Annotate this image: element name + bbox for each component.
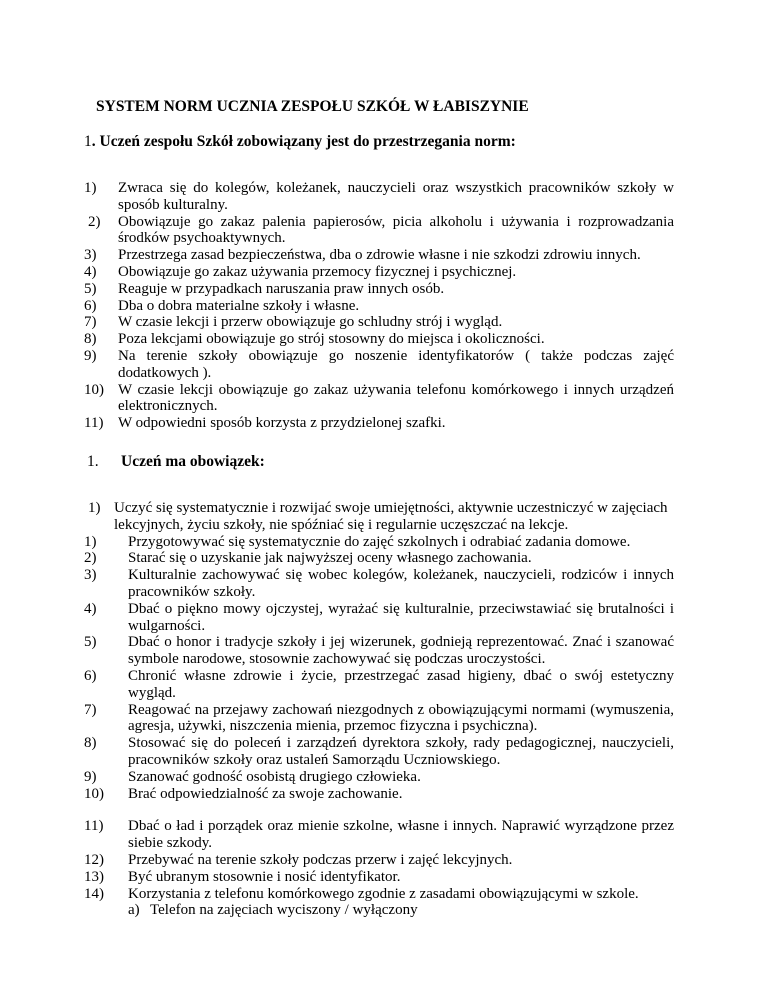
item-number: 8) [84,331,97,348]
item-text: W czasie lekcji i przerw obowiązuje go schludny strój i wygląd. [118,314,503,331]
list-item [84,886,674,920]
item-text: Reaguje w przypadkach naruszania praw innych osób. [118,280,445,297]
list-item [84,298,674,315]
item-number: 7) [84,701,97,718]
list-item [84,786,674,803]
item-number: 4) [84,600,97,617]
item-number: 1) [88,500,101,516]
item-number: 3) [84,567,97,584]
item-text: Kulturalnie zachowywać się wobec kolegów, koleżanek, nauczycieli, rodziców i innych pracowników szkoły. [128,567,674,600]
item-number: 1) [84,180,97,196]
item-number: 10) [84,381,104,398]
item-text: Poza lekcjami obowiązuje go strój stosowny do miejsca i okoliczności. [118,331,545,348]
item-text: Chronić własne zdrowie i życie, przestrzegać zasad higieny, dbać o swój estetyczny wygląd. [128,667,674,701]
item-number: 5) [84,280,97,297]
section-2-heading [87,453,265,471]
item-number: 2) [84,550,97,567]
item-text: Przygotowywać się systematycznie do zajęć szkolnych i odrabiać zadania domowe. [128,533,631,550]
item-text: Być ubranym stosownie i nosić identyfikator. [128,868,401,885]
list-item [84,534,674,551]
section-2-number: 1. [87,453,99,470]
list-item [84,852,674,869]
item-number: 14) [84,885,104,902]
item-text: Dbać o ład i porządek oraz mienie szkolne, własne i innych. Naprawić wyrządzone przez siebie szkody. [128,818,674,852]
item-number: 6) [84,667,97,684]
section-1-heading-text: . Uczeń zespołu Szkół zobowiązany jest do przestrzegania norm: [91,133,516,150]
section-1-heading [84,133,516,151]
section-2-heading-text: Uczeń ma obowiązek: [121,453,265,470]
item-number: 1) [84,533,97,550]
list-item [84,668,674,702]
list-item [84,500,674,534]
section-1-number: 1 [84,133,92,150]
item-text: Obowiązuje go zakaz używania przemocy fizycznej i psychicznej. [118,263,517,280]
list-item [84,567,674,601]
list-item [84,550,674,567]
item-text: Na terenie szkoły obowiązuje go noszenie identyfikatorów ( także podczas zajęć dodatkowych ). [118,347,674,381]
list-item [84,281,674,298]
item-text: W czasie lekcji obowiązuje go zakaz używania telefonu komórkowego i innych urządzeń elektronicznych. [118,381,674,415]
list-item [84,214,674,248]
item-number: 11) [84,415,104,432]
item-number: 2) [88,213,101,230]
item-number: 9) [84,768,97,785]
sub-item-text: Telefon na zajęciach wyciszony / wyłączony [150,902,418,919]
item-text: Uczyć się systematycznie i rozwijać swoje umiejętności, aktywnie uczestniczyć w zajęciach lekcyjnych, życiu szkoły, nie spóźniać się i regularnie uczęszczać na lekcje. [114,500,668,533]
document-title: SYSTEM NORM UCZNIA ZESPOŁU SZKÓŁ W ŁABISZYNIE [96,98,529,115]
list-item [84,601,674,635]
item-text: Dbać o piękno mowy ojczystej, wyrażać się kulturalnie, przeciwstawiać się brutalności i wulgarności. [128,600,674,634]
item-number: 4) [84,263,97,280]
item-text: Zwraca się do kolegów, koleżanek, nauczycieli oraz wszystkich pracowników szkoły w sposób kulturalny. [118,180,674,213]
list-item [84,264,674,281]
duties-list [84,500,674,919]
list-item [84,382,674,416]
item-text: Stosować się do poleceń i zarządzeń dyrektora szkoły, rady pedagogicznej, nauczycieli, pracowników szkoły oraz ustaleń Samorządu Uczniowskiego. [128,735,674,768]
list-item [84,818,674,852]
item-text: Dbać o honor i tradycje szkoły i jej wizerunek, godnieją reprezentować. Znać i szanować symbole narodowe, stosownie zachowywać się podczas uroczystości. [128,634,674,668]
item-number: 5) [84,634,97,651]
item-text: Dba o dobra materialne szkoły i własne. [118,297,360,314]
item-text: Korzystania z telefonu komórkowego zgodnie z zasadami obowiązującymi w szkole. [128,885,639,902]
item-number: 8) [84,735,97,752]
item-text: Brać odpowiedzialność za swoje zachowanie. [128,785,403,802]
item-text: Obowiązuje go zakaz palenia papierosów, picia alkoholu i używania i rozprowadzania środków psychoaktywnych. [118,213,674,247]
list-item [84,331,674,348]
list-item [84,634,674,668]
list-item [84,869,674,886]
list-item [84,735,674,769]
item-number: 9) [84,347,97,364]
item-number: 3) [84,247,97,264]
list-item [84,415,674,432]
item-text: Reagować na przejawy zachowań niezgodnych z obowiązującymi normami (wymuszenia, agresja, używki, niszczenia mienia, przemoc fizyczna i psychiczna). [128,701,674,735]
list-item [84,247,674,264]
item-text: Przestrzega zasad bezpieczeństwa, dba o zdrowie własne i nie szkodzi zdrowiu innych. [118,247,641,264]
item-text: W odpowiedni sposób korzysta z przydzielonej szafki. [118,415,446,432]
item-number: 13) [84,868,104,885]
item-number: 12) [84,851,104,868]
sub-item [128,902,674,919]
list-item [84,314,674,331]
list-item [84,769,674,786]
norms-list [84,180,674,432]
sub-item-letter: a) [128,902,140,919]
item-text: Przebywać na terenie szkoły podczas przerw i zajęć lekcyjnych. [128,851,513,868]
item-number: 11) [84,818,104,835]
list-item [84,180,674,214]
item-number: 10) [84,785,104,802]
item-number: 6) [84,297,97,314]
list-item [84,348,674,382]
item-text: Szanować godność osobistą drugiego człowieka. [128,768,421,785]
item-text: Starać się o uzyskanie jak najwyższej oceny własnego zachowania. [128,550,532,567]
item-number: 7) [84,314,97,331]
list-item [84,702,674,736]
